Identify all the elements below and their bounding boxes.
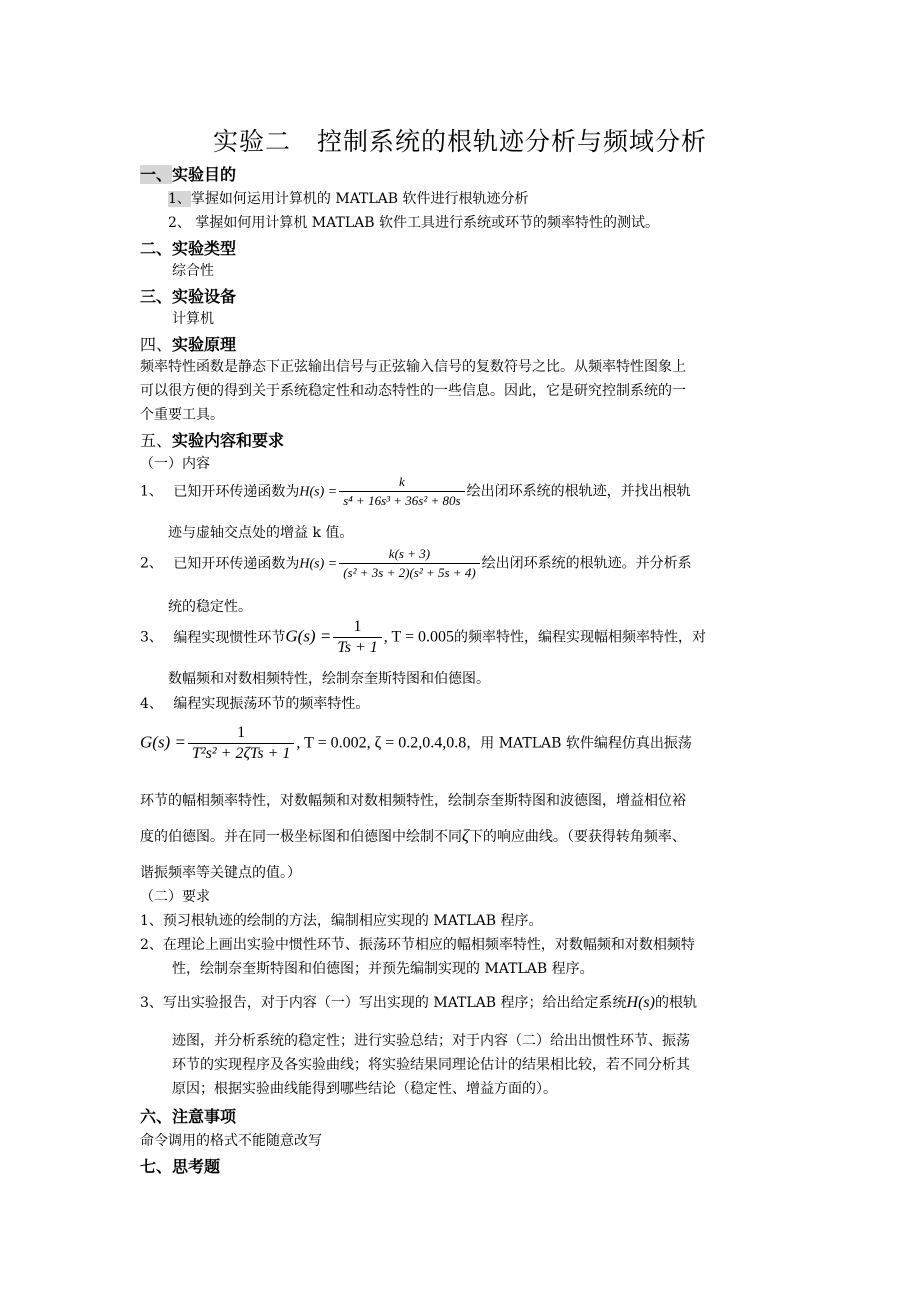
line-text: 度的伯德图。并在同一极坐标图和伯德图中绘制不同: [140, 829, 462, 845]
formula-lhs: G(s) =: [140, 732, 186, 752]
item-text: 编程实现惯性环节: [173, 629, 286, 646]
requirement-2-cont: 性，绘制奈奎斯特图和伯德图；并预先编制实现的 MATLAB 程序。: [172, 961, 594, 977]
item-text-after: 绘出闭环系统的根轨迹，并找出根轨: [466, 483, 691, 500]
requirement-2: 2、在理论上画出实验中惯性环节、振荡环节相应的幅相频率特性，对数幅频和对数相频特: [140, 937, 695, 953]
equipment-body: 计算机: [172, 311, 214, 327]
type-body: 综合性: [172, 263, 214, 279]
item-number: 2、: [140, 555, 163, 572]
principle-line-2: 可以很方便的得到关于系统稳定性和动态特性的一些信息。因此，它是研究控制系统的一: [140, 383, 686, 399]
formula-fraction: [339, 546, 479, 581]
formula-parameter: , T = 0.005: [383, 628, 454, 646]
item-text-after: 的频率特性，编程实现幅相频率特性，对: [453, 629, 706, 646]
item-text: 已知开环传递函数为: [173, 483, 300, 500]
purpose-item-2: 2、 掌握如何用计算机 MATLAB 软件工具进行系统或环节的频率特性的测试。: [168, 215, 659, 231]
content-item-2-cont: 统的稳定性。: [168, 599, 252, 615]
item-text: 掌握如何运用计算机的 MATLAB 软件进行根轨迹分析: [190, 191, 529, 207]
item-number: 1、: [140, 483, 163, 500]
formula-parameter: , T = 0.002, ζ = 0.2,0.4,0.8: [296, 734, 467, 752]
heading-text: 实验目的: [172, 165, 237, 184]
content-item-2: [140, 546, 692, 581]
formula-lhs: G(s) =: [285, 626, 332, 646]
formula-lhs: H(s) =: [299, 556, 338, 572]
item-number: 1、: [168, 191, 191, 207]
principle-line-3: 个重要工具。: [140, 407, 224, 423]
principle-line-1: 频率特性函数是静态下正弦输出信号与正弦输入信号的复数符号之比。从频率特性图象上: [140, 359, 686, 375]
requirement-3-line-2: 迹图，并分析系统的稳定性；进行实验总结；对于内容（二）给出出惯性环节、振荡: [172, 1033, 690, 1049]
content-item-1-cont: 迹与虚轴交点处的增益 k 值。: [168, 525, 354, 541]
subsection-content: （一）内容: [140, 456, 210, 472]
heading-number: 六、: [140, 1107, 173, 1126]
item-text: 已知开环传递函数为: [173, 555, 300, 572]
fraction-numerator: k(s + 3): [339, 546, 479, 564]
section-heading-notes: [140, 1104, 236, 1127]
content-item-4-line-3: [140, 826, 686, 846]
line-text-after: 下的响应曲线。（要获得转角频率、: [468, 829, 686, 845]
requirement-3: [140, 992, 697, 1012]
section-heading-equipment: 三、实验设备: [140, 287, 237, 306]
content-item-4: [140, 693, 369, 713]
heading-text: 注意事项: [172, 1107, 237, 1126]
content-item-3-cont: 数幅频和对数相频特性，绘制奈奎斯特图和伯德图。: [168, 671, 490, 687]
content-item-4-formula: [140, 724, 692, 763]
formula-inline: H(s): [626, 994, 655, 1011]
fraction-denominator: T²s² + 2ζTs + 1: [191, 745, 291, 762]
section-heading-type: 二、实验类型: [140, 239, 237, 258]
notes-body: 命令调用的格式不能随意改写: [140, 1133, 322, 1149]
content-item-1: [140, 474, 691, 509]
section-heading-questions: [140, 1154, 220, 1177]
section-heading-content: [140, 428, 284, 451]
fraction-numerator: k: [339, 474, 464, 492]
item-number: 4、: [140, 696, 163, 712]
requirement-1: 1、预习根轨迹的绘制的方法，编制相应实现的 MATLAB 程序。: [140, 913, 543, 929]
fraction-denominator: s⁴ + 16s³ + 36s² + 80s: [343, 493, 461, 508]
line-text: 3、写出实验报告，对于内容（一）写出实现的 MATLAB 程序；给出给定系统: [140, 995, 627, 1011]
document-title: 实验二 控制系统的根轨迹分析与频域分析: [212, 127, 707, 156]
section-heading-purpose: [140, 162, 236, 185]
item-text: 编程实现振荡环节的频率特性。: [173, 696, 370, 712]
item-text-after: ，用 MATLAB 软件编程仿真出振荡: [466, 735, 692, 752]
line-text-after: 的根轨: [654, 995, 697, 1011]
item-text-after: 绘出闭环系统的根轨迹。并分析系: [481, 555, 692, 572]
section-heading-principle: [140, 332, 236, 355]
formula-fraction: [339, 474, 464, 509]
fraction-denominator: (s² + 3s + 2)(s² + 5s + 4): [343, 565, 476, 580]
requirement-3-line-4: 原因；根据实验曲线能得到哪些结论（稳定性、增益方面的）。: [172, 1081, 557, 1097]
formula-lhs: H(s) =: [299, 484, 338, 500]
fraction-numerator: 1: [333, 618, 381, 638]
heading-number: 七、: [140, 1157, 173, 1176]
heading-number: 五、: [140, 431, 173, 450]
content-item-4-line-4: 谐振频率等关键点的值。）: [140, 865, 301, 881]
heading-text: 实验原理: [172, 335, 237, 354]
item-number: 3、: [140, 629, 163, 646]
zeta-symbol: ζ: [462, 826, 469, 845]
heading-number: 四、: [140, 335, 173, 354]
heading-text: 实验内容和要求: [172, 431, 285, 450]
subsection-requirements: （二）要求: [140, 889, 210, 905]
formula-fraction: [333, 618, 381, 657]
requirement-3-line-3: 环节的实现程序及各实验曲线；将实验结果同理论估计的结果相比较，若不同分析其: [172, 1057, 690, 1073]
fraction-numerator: 1: [188, 724, 294, 744]
fraction-denominator: Ts + 1: [337, 639, 378, 656]
content-item-3: [140, 618, 706, 657]
heading-number: 一、: [140, 165, 173, 184]
content-item-4-line-2: 环节的幅相频率特性，对数幅频和对数相频特性，绘制奈奎斯特图和波德图，增益相位裕: [140, 793, 686, 809]
purpose-item-1: [168, 188, 529, 208]
formula-fraction: [188, 724, 294, 763]
heading-text: 思考题: [172, 1157, 221, 1176]
